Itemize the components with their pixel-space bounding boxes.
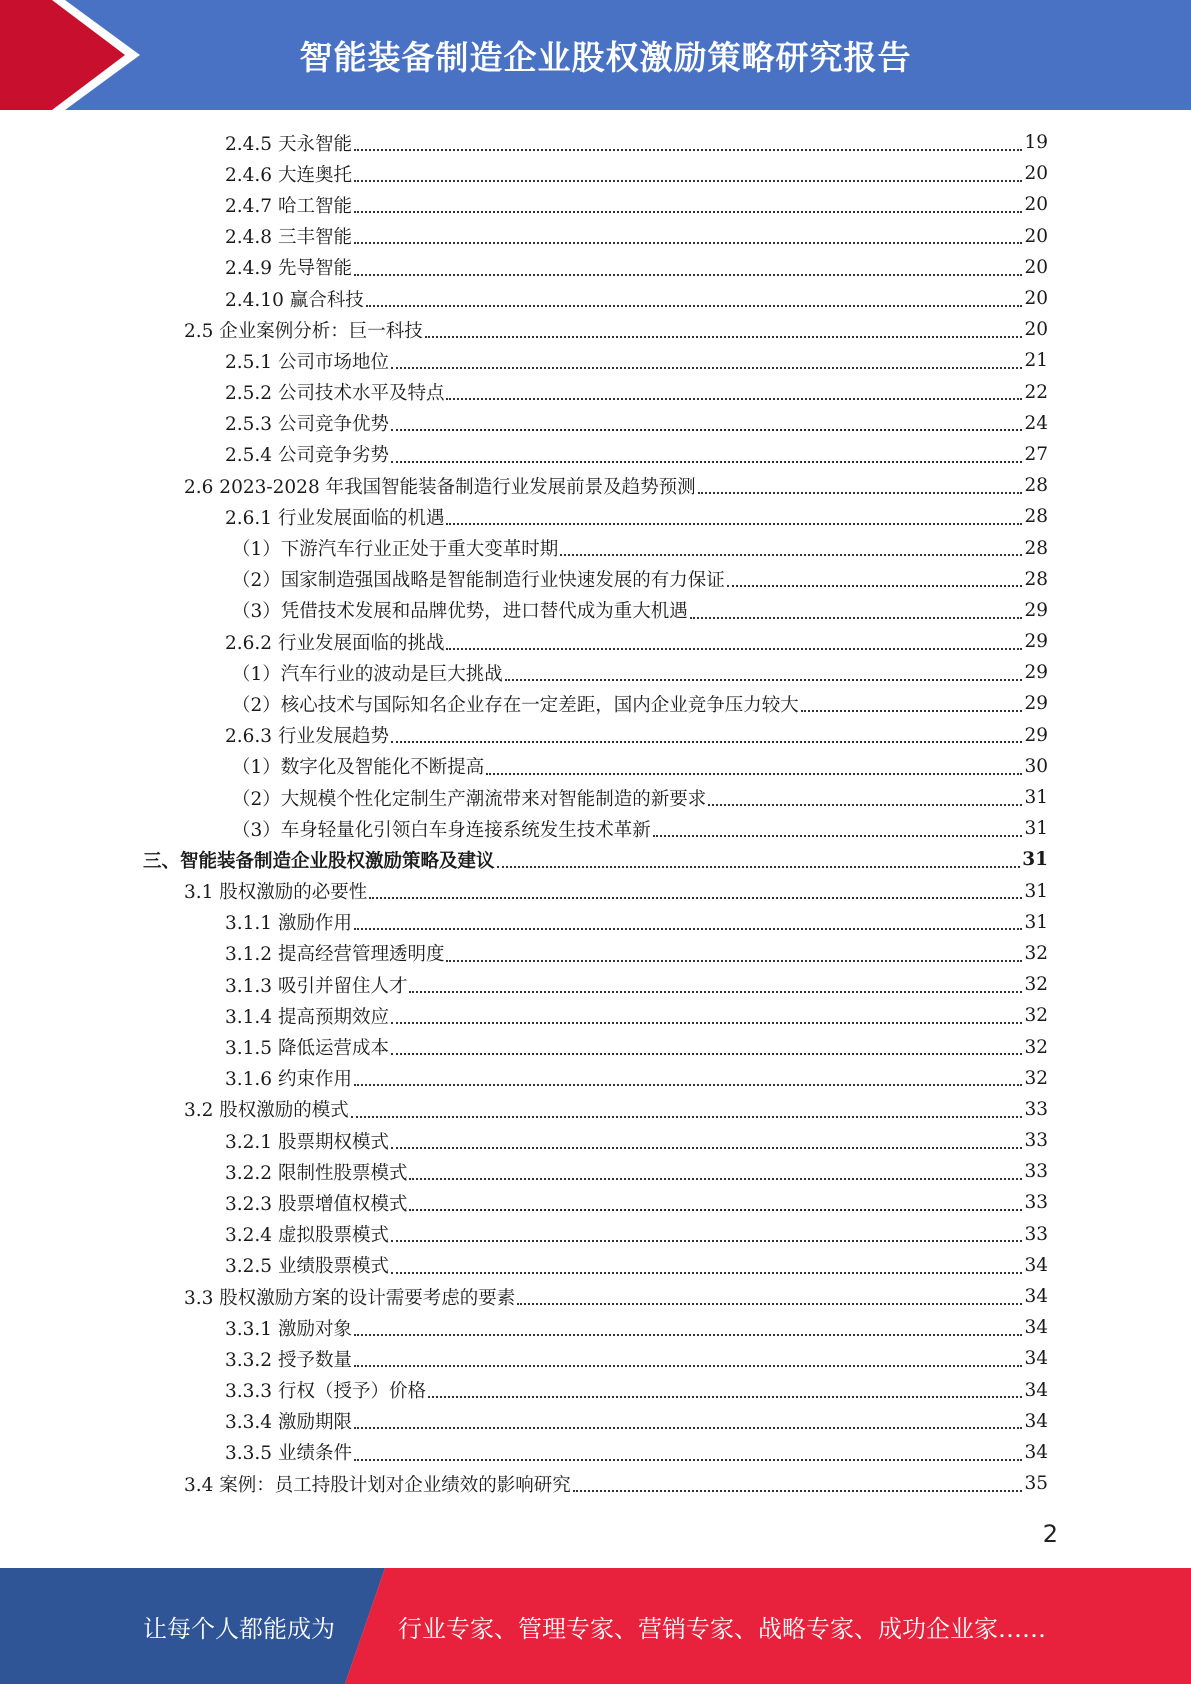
- toc-entry-page: 24: [1024, 412, 1048, 434]
- toc-entry[interactable]: [0, 158, 1191, 189]
- toc-dot-leader: [391, 721, 1022, 743]
- toc-entry-page: 33: [1024, 1130, 1048, 1152]
- toc-entry-title: 3.3.4 激励期限: [225, 1412, 352, 1434]
- toc-entry-page: 33: [1024, 1192, 1048, 1214]
- toc-dot-leader: [409, 970, 1022, 992]
- toc-entry-title: （2）大规模个性化定制生产潮流带来对智能制造的新要求: [232, 788, 707, 810]
- toc-entry-title: 2.6.1 行业发展面临的机遇: [225, 507, 445, 529]
- toc-dot-leader: [354, 1407, 1023, 1429]
- toc-entry-title: 3.2.5 业绩股票模式: [225, 1256, 389, 1278]
- toc-entry-page: 34: [1024, 1441, 1048, 1463]
- toc-dot-leader: [354, 1064, 1023, 1086]
- toc-entry[interactable]: [0, 189, 1191, 220]
- toc-entry-title: 3.1.2 提高经营管理透明度: [225, 944, 445, 966]
- toc-entry[interactable]: [0, 907, 1191, 938]
- toc-entry-page: 33: [1024, 1223, 1048, 1245]
- toc-entry-title: 3.2 股权激励的模式: [184, 1100, 349, 1122]
- toc-dot-leader: [354, 1345, 1023, 1367]
- toc-entry-page: 29: [1024, 599, 1048, 621]
- toc-entry-title: 3.3.5 业绩条件: [225, 1443, 352, 1465]
- toc-entry[interactable]: [0, 532, 1191, 563]
- toc-entry-title: 3.3.1 激励对象: [225, 1318, 352, 1340]
- toc-dot-leader: [497, 846, 1021, 868]
- toc-dot-leader: [351, 1095, 1023, 1117]
- toc-entry-title: 2.4.5 天永智能: [225, 133, 352, 155]
- toc-entry-title: 2.5.1 公司市场地位: [225, 351, 389, 373]
- toc-entry-page: 30: [1024, 755, 1048, 777]
- toc-entry[interactable]: [0, 751, 1191, 782]
- toc-entry-page: 32: [1024, 1036, 1048, 1058]
- toc-entry-page: 31: [1024, 911, 1048, 933]
- toc-entry-title: （1）汽车行业的波动是巨大挑战: [232, 663, 503, 685]
- toc-entry-page: 32: [1024, 1005, 1048, 1027]
- toc-entry-page: 31: [1024, 787, 1048, 809]
- toc-entry-page: 34: [1024, 1379, 1048, 1401]
- footer-roles: 行业专家、管理专家、营销专家、战略专家、成功企业家……: [398, 1614, 1046, 1643]
- toc-dot-leader: [391, 1251, 1022, 1273]
- toc-dot-leader: [409, 1158, 1022, 1180]
- toc-entry-page: 28: [1024, 537, 1048, 559]
- toc-dot-leader: [446, 378, 1022, 400]
- toc-entry-page: 21: [1024, 350, 1048, 372]
- toc-entry-page: 33: [1024, 1161, 1048, 1183]
- toc-entry-page: 29: [1024, 631, 1048, 653]
- toc-entry-title: 2.4.7 哈工智能: [225, 195, 352, 217]
- toc-dot-leader: [690, 596, 1023, 618]
- toc-entry-page: 32: [1024, 942, 1048, 964]
- toc-dot-leader: [708, 783, 1022, 805]
- toc-entry-title: 3.1 股权激励的必要性: [184, 882, 368, 904]
- toc-entry-page: 28: [1024, 475, 1048, 497]
- toc-entry[interactable]: [0, 1437, 1191, 1468]
- toc-dot-leader: [354, 253, 1023, 275]
- toc-entry[interactable]: [0, 1156, 1191, 1187]
- toc-entry-page: 34: [1024, 1286, 1048, 1308]
- toc-entry-title: （3）凭借技术发展和品牌优势，进口替代成为重大机遇: [232, 601, 688, 623]
- toc-dot-leader: [409, 1189, 1022, 1211]
- toc-entry[interactable]: [0, 1031, 1191, 1062]
- toc-entry[interactable]: [0, 501, 1191, 532]
- toc-entry[interactable]: [0, 1094, 1191, 1125]
- toc-entry-page: 31: [1024, 880, 1048, 902]
- toc-entry[interactable]: [0, 1343, 1191, 1374]
- toc-dot-leader: [517, 1282, 1022, 1304]
- toc-entry[interactable]: [0, 595, 1191, 626]
- toc-entry-title: 3.3.2 授予数量: [225, 1349, 352, 1371]
- toc-entry-title: 3.4 案例：员工持股计划对企业绩效的影响研究: [184, 1474, 571, 1496]
- toc-entry[interactable]: [0, 345, 1191, 376]
- header-banner: [0, 0, 1191, 110]
- toc-entry[interactable]: [0, 283, 1191, 314]
- toc-entry-page: 20: [1024, 256, 1048, 278]
- toc-entry-title: 2.5.2 公司技术水平及特点: [225, 383, 445, 405]
- toc-entry[interactable]: [0, 1406, 1191, 1437]
- toc-dot-leader: [354, 160, 1023, 182]
- toc-entry[interactable]: [0, 938, 1191, 969]
- toc-entry-page: 31: [1024, 818, 1048, 840]
- toc-entry-page: 20: [1024, 288, 1048, 310]
- toc-entry[interactable]: [0, 782, 1191, 813]
- toc-dot-leader: [391, 1126, 1022, 1148]
- toc-entry-page: 20: [1024, 225, 1048, 247]
- toc-entry[interactable]: [0, 844, 1191, 875]
- toc-dot-leader: [446, 939, 1022, 961]
- toc-entry-page: 32: [1024, 974, 1048, 996]
- toc-entry[interactable]: [0, 377, 1191, 408]
- toc-entry-title: 3.1.3 吸引并留住人才: [225, 975, 408, 997]
- toc-dot-leader: [428, 1376, 1022, 1398]
- toc-entry-title: 3.2.1 股票期权模式: [225, 1131, 389, 1153]
- toc-entry-page: 32: [1024, 1067, 1048, 1089]
- toc-entry[interactable]: [0, 1281, 1191, 1312]
- toc-entry-title: 2.4.8 三丰智能: [225, 227, 352, 249]
- toc-entry-title: 2.6.3 行业发展趋势: [225, 726, 389, 748]
- toc-dot-leader: [505, 659, 1023, 681]
- toc-entry-title: 2.4.9 先导智能: [225, 258, 352, 280]
- toc-entry[interactable]: [0, 657, 1191, 688]
- toc-entry-page: 34: [1024, 1410, 1048, 1432]
- toc-entry-page: 35: [1024, 1473, 1048, 1495]
- toc-entry-page: 34: [1024, 1254, 1048, 1276]
- toc-entry[interactable]: [0, 1063, 1191, 1094]
- toc-entry-title: 3.2.3 股票增值权模式: [225, 1193, 408, 1215]
- page-number: 2: [1042, 1520, 1058, 1548]
- toc-entry-page: 34: [1024, 1348, 1048, 1370]
- toc-entry-title: （1）下游汽车行业正处于重大变革时期: [232, 539, 559, 561]
- toc-entry-title: （1）数字化及智能化不断提高: [232, 757, 485, 779]
- toc-entry-page: 33: [1024, 1098, 1048, 1120]
- toc-entry-page: 22: [1024, 381, 1048, 403]
- toc-dot-leader: [391, 440, 1022, 462]
- toc-entry-title: 2.5.3 公司竞争优势: [225, 414, 389, 436]
- toc-dot-leader: [391, 1033, 1022, 1055]
- toc-entry-page: 29: [1024, 724, 1048, 746]
- toc-dot-leader: [698, 471, 1023, 493]
- toc-entry-page: 31: [1022, 849, 1048, 871]
- toc-entry[interactable]: [0, 1312, 1191, 1343]
- toc-entry[interactable]: [0, 626, 1191, 657]
- toc-entry[interactable]: [0, 969, 1191, 1000]
- toc-dot-leader: [391, 347, 1022, 369]
- toc-entry-title: 3.1.6 约束作用: [225, 1069, 352, 1091]
- toc-entry[interactable]: [0, 127, 1191, 158]
- toc-dot-leader: [573, 1469, 1023, 1491]
- toc-dot-leader: [486, 752, 1022, 774]
- toc-entry-page: 20: [1024, 319, 1048, 341]
- toc-entry-title: 2.5.4 公司竞争劣势: [225, 445, 389, 467]
- toc-entry[interactable]: [0, 470, 1191, 501]
- toc-dot-leader: [354, 128, 1023, 150]
- toc-dot-leader: [354, 222, 1023, 244]
- toc-entry[interactable]: [0, 813, 1191, 844]
- table-of-contents: [0, 127, 1191, 1499]
- toc-entry[interactable]: [0, 1250, 1191, 1281]
- toc-entry-title: 2.4.6 大连奥托: [225, 164, 352, 186]
- toc-entry-page: 20: [1024, 194, 1048, 216]
- toc-entry[interactable]: [0, 720, 1191, 751]
- toc-dot-leader: [366, 284, 1023, 306]
- footer-banner: [0, 1568, 1191, 1684]
- toc-entry[interactable]: [0, 1219, 1191, 1250]
- toc-entry-page: 29: [1024, 693, 1048, 715]
- toc-entry-title: 3.3 股权激励方案的设计需要考虑的要素: [184, 1287, 516, 1309]
- toc-entry[interactable]: [0, 1468, 1191, 1499]
- toc-dot-leader: [801, 690, 1023, 712]
- toc-entry-title: （2）国家制造强国战略是智能制造行业快速发展的有力保证: [232, 570, 725, 592]
- toc-entry[interactable]: [0, 876, 1191, 907]
- toc-entry-page: 34: [1024, 1317, 1048, 1339]
- toc-entry-page: 19: [1024, 132, 1048, 154]
- toc-entry-title: 2.6.2 行业发展面临的挑战: [225, 632, 445, 654]
- toc-dot-leader: [727, 565, 1023, 587]
- toc-dot-leader: [446, 503, 1022, 525]
- toc-entry-title: 三、智能装备制造企业股权激励策略及建议: [143, 850, 495, 872]
- toc-entry-title: 2.4.10 赢合科技: [225, 289, 364, 311]
- toc-dot-leader: [425, 316, 1023, 338]
- toc-entry-page: 27: [1024, 443, 1048, 465]
- toc-entry-title: 3.2.2 限制性股票模式: [225, 1162, 408, 1184]
- toc-entry-title: （3）车身轻量化引领白车身连接系统发生技术革新: [232, 819, 651, 841]
- toc-entry[interactable]: [0, 1187, 1191, 1218]
- toc-entry-title: 3.3.3 行权（授予）价格: [225, 1381, 426, 1403]
- toc-entry-title: 3.1.4 提高预期效应: [225, 1006, 389, 1028]
- toc-dot-leader: [391, 1220, 1022, 1242]
- toc-entry-page: 28: [1024, 568, 1048, 590]
- toc-dot-leader: [560, 534, 1022, 556]
- toc-entry-page: 29: [1024, 662, 1048, 684]
- toc-entry-page: 20: [1024, 163, 1048, 185]
- toc-entry-title: 3.1.5 降低运营成本: [225, 1038, 389, 1060]
- toc-entry[interactable]: [0, 688, 1191, 719]
- toc-entry[interactable]: [0, 439, 1191, 470]
- toc-dot-leader: [653, 815, 1023, 837]
- toc-entry[interactable]: [0, 408, 1191, 439]
- toc-entry[interactable]: [0, 564, 1191, 595]
- toc-entry[interactable]: [0, 314, 1191, 345]
- toc-dot-leader: [354, 908, 1023, 930]
- toc-dot-leader: [391, 1002, 1022, 1024]
- toc-entry-page: 28: [1024, 506, 1048, 528]
- toc-dot-leader: [446, 627, 1022, 649]
- toc-dot-leader: [354, 1438, 1023, 1460]
- toc-entry[interactable]: [0, 252, 1191, 283]
- toc-entry[interactable]: [0, 221, 1191, 252]
- toc-entry-title: 3.2.4 虚拟股票模式: [225, 1225, 389, 1247]
- toc-entry-title: （2）核心技术与国际知名企业存在一定差距，国内企业竞争压力较大: [232, 694, 799, 716]
- toc-entry-title: 2.5 企业案例分析：巨一科技: [184, 320, 423, 342]
- toc-entry-title: 3.1.1 激励作用: [225, 913, 352, 935]
- toc-dot-leader: [354, 1314, 1023, 1336]
- footer-slogan: 让每个人都能成为: [143, 1614, 335, 1643]
- toc-entry[interactable]: [0, 1000, 1191, 1031]
- toc-entry[interactable]: [0, 1125, 1191, 1156]
- toc-dot-leader: [391, 409, 1022, 431]
- toc-entry[interactable]: [0, 1375, 1191, 1406]
- report-title: 智能装备制造企业股权激励策略研究报告: [299, 37, 912, 77]
- toc-entry-title: 2.6 2023-2028 年我国智能装备制造行业发展前景及趋势预测: [184, 476, 696, 498]
- toc-dot-leader: [354, 191, 1023, 213]
- toc-dot-leader: [369, 877, 1022, 899]
